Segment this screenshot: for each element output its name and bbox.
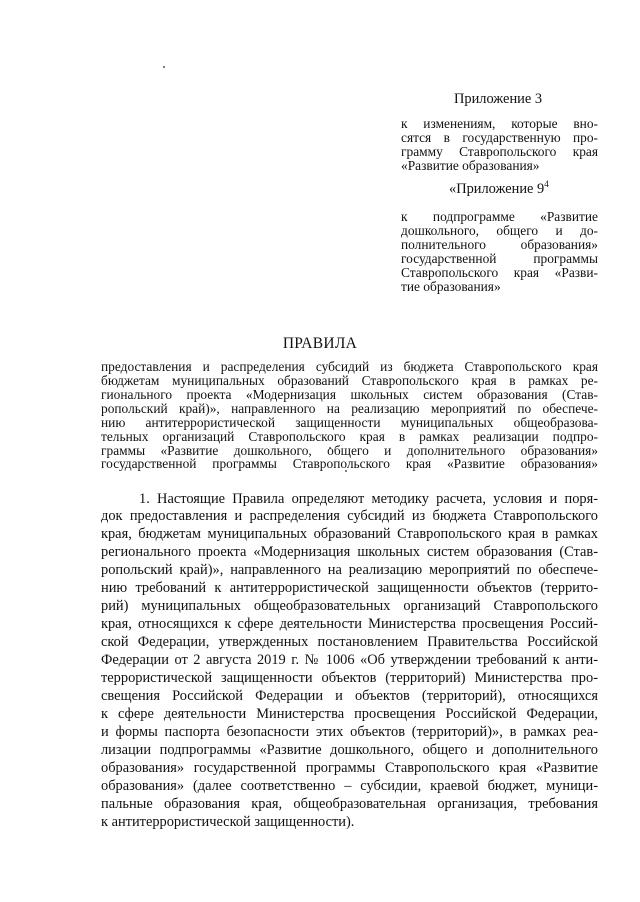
subtitle-line: предоставления и распределения субсидий из бюджета Ставропольского края <box>101 359 598 374</box>
sub-appendix-desc-line: тие образования» <box>401 279 501 294</box>
body-line: регионального проекта «Модернизация школьных систем образования (Став- <box>101 544 598 560</box>
appendix-desc-line: «Развитие образования» <box>401 158 540 173</box>
appendix-desc-line: грамму Ставропольского края <box>401 144 598 159</box>
sub-appendix-desc-line: дошкольного, общего и до- <box>401 223 598 238</box>
sub-appendix-desc-line: к подпрограмме «Развитие <box>401 209 598 224</box>
body-line: к сфере деятельности Министерства просвещения Российской Федерации, <box>101 706 598 722</box>
subtitle-line: государственной программы Ставропольского края «Развитие образования» <box>101 456 598 471</box>
sub-appendix-superscript: 4 <box>544 179 549 189</box>
sub-appendix-desc-line: Ставропольского края «Разви- <box>401 265 598 280</box>
subtitle-line: бюджетам муниципальных образований Ставропольского края в рамках ре- <box>101 373 598 388</box>
body-line: края, относящихся к сфере деятельности Министерства просвещения Россий- <box>101 616 598 632</box>
document-title: ПРАВИЛА <box>282 335 358 352</box>
body-line: свещения Российской Федерации и объектов (территорий), относящихся <box>101 688 598 704</box>
body-line: края, бюджетам муниципальных образований Ставропольского края в рамках <box>101 526 598 542</box>
appendix-desc-line: к изменениям, которые вно- <box>401 116 598 131</box>
scan-speck <box>163 66 165 68</box>
body-line: пальные образования края, общеобразовательная организация, требования <box>101 796 598 812</box>
body-line: док предоставления и распределения субсидий из бюджета Ставропольского <box>101 508 598 524</box>
body-line: ской Федерации, утвержденных постановлением Правительства Российской <box>101 634 598 650</box>
body-line: террористической защищенности объектов (территорий) Министерства про- <box>101 670 598 686</box>
body-line: рий) муниципальных общеобразовательных организаций Ставропольского <box>101 598 598 614</box>
body-line: образования» государственной программы Ставропольского края «Развитие <box>101 760 598 776</box>
subtitle-line: тельных организаций Ставропольского края в рамках реализации подпро- <box>101 429 598 444</box>
sub-appendix-desc-line: государственной программы <box>401 251 598 266</box>
subtitle-line: ропольский край)», направленного на реализацию мероприятий по обеспече- <box>101 401 598 416</box>
sub-appendix-desc-line: полнительного образования» <box>401 237 598 252</box>
subtitle-line: нию антитеррористической защищенности муниципальных общеобразова- <box>101 415 598 430</box>
body-line: к антитеррористической защищенности). <box>101 814 355 830</box>
appendix-desc-line: сятся в государственную про- <box>401 130 598 145</box>
sub-appendix-label <box>449 181 549 197</box>
body-line: Федерации от 2 августа 2019 г. № 1006 «Об утверждении требований к анти- <box>101 652 598 668</box>
body-line: ропольский край)», направленного на реализацию мероприятий по обеспече- <box>101 562 598 578</box>
body-line: и формы паспорта безопасности этих объектов (территорий)», в рамках реа- <box>101 724 598 740</box>
appendix-label: Приложение 3 <box>454 91 543 107</box>
body-line: 1. Настоящие Правила определяют методику расчета, условия и поря- <box>139 491 598 507</box>
body-line: нию требований к антитеррористической защищенности объектов (террито- <box>101 580 598 596</box>
body-line: лизации подпрограммы «Развитие дошкольного, общего и дополнительного <box>101 742 598 758</box>
subtitle-line: граммы «Развитие дошкольного, общего и дополнительного образования» <box>101 443 598 458</box>
body-line: образования» (далее соответственно – субсидии, краевой бюджет, муници- <box>101 778 598 794</box>
sub-appendix-prefix: «Приложение 9 <box>449 181 545 197</box>
subtitle-line: гионального проекта «Модернизация школьных систем образования (Став- <box>101 387 598 402</box>
